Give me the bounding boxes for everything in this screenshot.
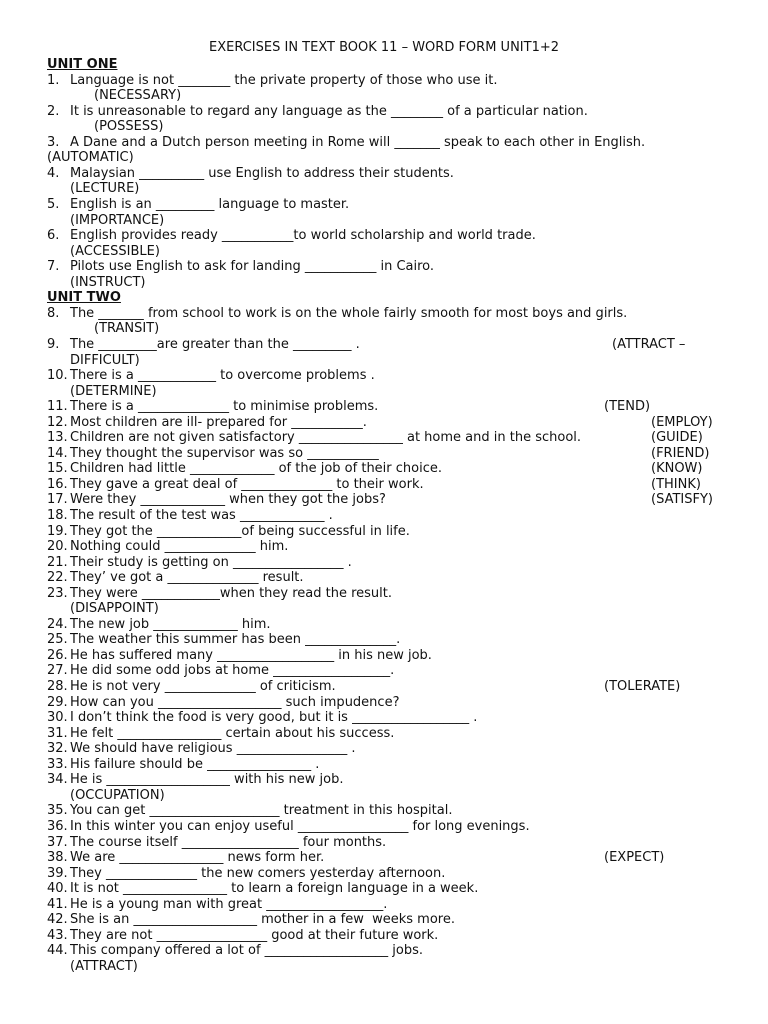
item-number: 1. — [47, 72, 60, 88]
item-number: 13. — [47, 430, 68, 446]
exercise-item — [0, 539, 768, 555]
exercise-item — [0, 430, 768, 446]
item-text: English is an _________ language to master. — [70, 197, 350, 212]
item-number: 4. — [47, 165, 60, 181]
item-number: 33. — [47, 756, 68, 772]
exercise-item — [0, 819, 768, 835]
item-number: 16. — [47, 476, 68, 492]
item-number: 3. — [47, 134, 60, 150]
item-number: 27. — [47, 663, 68, 679]
item-text: Most children are ill- prepared for ___________. — [70, 414, 367, 430]
exercise-item — [0, 663, 768, 679]
item-text: Language is not ________ the private property of those who use it. — [70, 72, 498, 88]
item-text: He is a young man with great __________________. — [70, 896, 388, 912]
exercise-item — [0, 135, 768, 151]
item-text: The new job _____________ him. — [70, 616, 271, 632]
item-number: 34. — [47, 772, 68, 788]
word-hint: (ATTRACT) — [70, 958, 138, 974]
item-number: 26. — [47, 647, 68, 663]
word-hint-line — [0, 244, 768, 260]
item-text: We are ________________ news form her. — [70, 850, 325, 865]
item-text: How can you ___________________ such impudence? — [70, 694, 400, 710]
item-text: He did some odd jobs at home __________________. — [70, 663, 395, 679]
item-text: The result of the test was _____________ . — [70, 508, 333, 523]
exercise-item — [0, 446, 768, 462]
word-hint: (DETERMINE) — [70, 383, 157, 399]
word-hint: (THINK) — [651, 476, 701, 492]
word-hint-line — [0, 88, 768, 104]
exercise-item — [0, 368, 768, 384]
item-number: 7. — [47, 259, 60, 275]
exercise-item — [0, 306, 768, 322]
exercise-item — [0, 555, 768, 571]
exercise-item — [0, 337, 768, 353]
word-hint-line — [0, 150, 768, 166]
item-number: 22. — [47, 570, 68, 586]
item-number: 11. — [47, 399, 68, 415]
item-text: He felt ________________ certain about his success. — [70, 725, 395, 741]
item-text: We should have religious _________________ . — [70, 741, 356, 757]
item-number: 43. — [47, 927, 68, 943]
exercise-item — [0, 772, 768, 788]
exercise-item — [0, 726, 768, 742]
item-text: He has suffered many __________________ in his new job. — [70, 647, 432, 663]
exercise-item — [0, 943, 768, 959]
exercise-item — [0, 259, 768, 275]
item-text: Malaysian __________ use English to address their students. — [70, 165, 454, 181]
exercise-item — [0, 492, 768, 508]
item-number: 44. — [47, 943, 68, 959]
item-text: It is not ________________ to learn a foreign language in a week. — [70, 881, 479, 897]
exercise-item — [0, 866, 768, 882]
word-hint: (SATISFY) — [651, 492, 713, 508]
word-hint: (KNOW) — [651, 461, 703, 477]
word-hint: (INSTRUCT) — [70, 274, 146, 290]
item-number: 2. — [47, 103, 60, 119]
word-hint-line — [0, 275, 768, 291]
word-hint: (TEND) — [604, 399, 651, 415]
exercise-item — [0, 617, 768, 633]
word-hint-line — [0, 959, 768, 975]
exercise-item — [0, 632, 768, 648]
item-text: The course itself __________________ four months. — [70, 834, 387, 850]
exercise-item — [0, 166, 768, 182]
item-number: 10. — [47, 368, 68, 383]
item-text: In this winter you can enjoy useful _________________ for long evenings. — [70, 818, 530, 834]
item-text: There is a ____________ to overcome problems . — [70, 368, 375, 383]
item-text: English provides ready ___________to world scholarship and world trade. — [70, 228, 536, 244]
word-hint: (EXPECT) — [604, 850, 665, 865]
item-number: 25. — [47, 632, 68, 648]
item-text: They’ ve got a ______________ result. — [70, 570, 304, 586]
exercise-item — [0, 524, 768, 540]
word-hint: (IMPORTANCE) — [70, 212, 165, 228]
item-text: Children had little _____________ of the job of their choice. — [70, 461, 442, 477]
item-text: Nothing could ______________ him. — [70, 539, 289, 555]
exercise-item — [0, 741, 768, 757]
item-number: 23. — [47, 585, 68, 601]
word-hint: (AUTOMATIC) — [47, 150, 134, 166]
word-hint-line — [0, 788, 768, 804]
item-text: He is not very ______________ of criticism. — [70, 679, 336, 694]
item-text: Children are not given satisfactory ________________ at home and in the school. — [70, 430, 582, 446]
exercise-item — [0, 197, 768, 213]
item-text: This company offered a lot of ___________________ jobs. — [70, 943, 424, 959]
word-hint-line — [0, 384, 768, 400]
item-number: 39. — [47, 865, 68, 881]
word-hint: (TOLERATE) — [604, 679, 681, 694]
exercise-item — [0, 415, 768, 431]
word-hint-line — [0, 213, 768, 229]
item-text: She is an ___________________ mother in a few weeks more. — [70, 912, 455, 928]
item-text: They thought the supervisor was so ___________ — [70, 445, 379, 461]
item-number: 24. — [47, 616, 68, 632]
word-hint: (OCCUPATION) — [70, 787, 165, 803]
exercise-item — [0, 73, 768, 89]
exercise-item — [0, 586, 768, 602]
item-text: The weather this summer has been ______________. — [70, 632, 401, 648]
exercise-item — [0, 477, 768, 493]
exercise-item — [0, 648, 768, 664]
item-number: 8. — [47, 305, 60, 321]
item-number: 36. — [47, 818, 68, 834]
item-text: Were they _____________ when they got the jobs? — [70, 492, 386, 508]
item-text: Pilots use English to ask for landing ___________ in Cairo. — [70, 259, 435, 275]
item-number: 19. — [47, 523, 68, 539]
page-title: EXERCISES IN TEXT BOOK 11 – WORD FORM UNIT1+2 — [209, 40, 559, 55]
word-hint-line — [0, 119, 768, 135]
item-text: A Dane and a Dutch person meeting in Rome will _______ speak to each other in English. — [70, 134, 646, 150]
word-hint: (GUIDE) — [651, 430, 703, 446]
item-number: 18. — [47, 508, 68, 523]
unit-heading: UNIT TWO — [47, 290, 121, 306]
item-text: There is a ______________ to minimise problems. — [70, 399, 379, 415]
item-number: 30. — [47, 710, 68, 726]
item-number: 42. — [47, 912, 68, 928]
item-number: 41. — [47, 896, 68, 912]
exercise-item — [0, 399, 768, 415]
exercise-item — [0, 912, 768, 928]
exercise-item — [0, 928, 768, 944]
exercise-item — [0, 228, 768, 244]
exercise-item — [0, 881, 768, 897]
item-number: 38. — [47, 850, 68, 865]
item-number: 35. — [47, 803, 68, 819]
exercise-item — [0, 695, 768, 711]
item-number: 37. — [47, 834, 68, 850]
item-number: 31. — [47, 725, 68, 741]
word-hint: (NECESSARY) — [94, 88, 182, 104]
item-text: They were ____________when they read the result. — [70, 585, 393, 601]
item-number: 15. — [47, 461, 68, 477]
word-hint-line — [0, 181, 768, 197]
exercise-item — [0, 710, 768, 726]
word-hint: (EMPLOY) — [651, 414, 713, 430]
exercise-item — [0, 679, 768, 695]
item-number: 40. — [47, 881, 68, 897]
item-number: 21. — [47, 554, 68, 570]
exercise-item — [0, 757, 768, 773]
exercise-item — [0, 104, 768, 120]
word-hint: (FRIEND) — [651, 445, 710, 461]
exercise-item — [0, 897, 768, 913]
exercise-item — [0, 461, 768, 477]
exercise-item — [0, 570, 768, 586]
item-text: His failure should be ________________ . — [70, 756, 320, 772]
exercise-item — [0, 835, 768, 851]
item-number: 14. — [47, 445, 68, 461]
exercise-item — [0, 508, 768, 524]
item-text: I don’t think the food is very good, but it is __________________ . — [70, 710, 478, 726]
item-number: 29. — [47, 694, 68, 710]
item-number: 6. — [47, 228, 60, 244]
item-text: The _________are greater than the _________ . — [70, 336, 360, 352]
word-hint-line — [0, 601, 768, 617]
word-hint: (ACCESSIBLE) — [70, 243, 160, 259]
exercise-item — [0, 850, 768, 866]
word-hint-line — [0, 353, 768, 369]
item-text: You can get ____________________ treatment in this hospital. — [70, 803, 453, 819]
word-hint: (ATTRACT – — [612, 336, 686, 352]
item-number: 32. — [47, 741, 68, 757]
item-number: 17. — [47, 492, 68, 508]
item-text: They gave a great deal of ______________ to their work. — [70, 476, 424, 492]
item-text: They ______________ the new comers yesterday afternoon. — [70, 865, 446, 881]
item-number: 20. — [47, 539, 68, 555]
item-text: They got the _____________of being successful in life. — [70, 523, 410, 539]
word-hint: (POSSESS) — [94, 119, 164, 135]
item-number: 9. — [47, 336, 60, 352]
item-number: 28. — [47, 679, 68, 694]
word-hint: (TRANSIT) — [94, 321, 160, 337]
item-text: The _______ from school to work is on the whole fairly smooth for most boys and girls. — [70, 305, 628, 321]
item-text: Their study is getting on _________________ . — [70, 554, 352, 570]
exercise-item — [0, 803, 768, 819]
item-text: They are not _________________ good at their future work. — [70, 927, 439, 943]
item-text: He is ___________________ with his new job. — [70, 772, 344, 788]
word-hint: DIFFICULT) — [70, 352, 140, 368]
item-text: It is unreasonable to regard any language as the ________ of a particular nation. — [70, 103, 588, 119]
unit-heading: UNIT ONE — [47, 57, 118, 72]
word-hint: (LECTURE) — [70, 181, 140, 197]
item-number: 5. — [47, 197, 60, 212]
word-hint-line — [0, 321, 768, 337]
word-hint: (DISAPPOINT) — [70, 601, 159, 617]
item-number: 12. — [47, 414, 68, 430]
